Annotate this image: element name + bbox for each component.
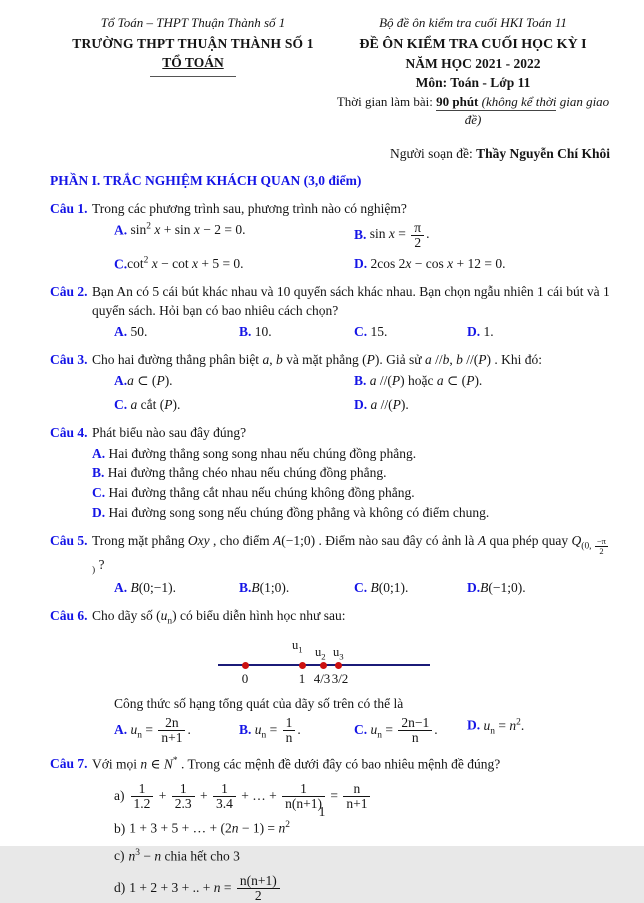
statement-math: 1 + 3 + 5 + … + $(2n - 1) = n^2$	[129, 820, 290, 836]
option-letter: B.	[239, 721, 252, 737]
option-d	[92, 504, 610, 523]
statement-b	[92, 819, 610, 838]
time-label: Thời gian làm bài:	[336, 93, 437, 109]
time-underlined	[436, 94, 556, 111]
option-b	[239, 716, 354, 745]
statement-label: d)	[114, 880, 126, 896]
question-3	[50, 351, 610, 415]
question-1-text: Trong các phương trình sau, phương trình nào có nghiệm?	[92, 200, 407, 216]
option-letter: B.	[92, 465, 105, 481]
data-point-dot	[242, 662, 249, 669]
option-b	[354, 221, 610, 250]
option-a	[114, 372, 354, 391]
time-note-part1: (không kể thời	[481, 93, 557, 109]
page-number: 1	[318, 804, 326, 820]
number-line-figure	[218, 637, 478, 693]
data-point-dot	[335, 662, 342, 669]
department-rule	[150, 76, 236, 77]
option-b	[239, 579, 354, 598]
question-7-text: Với mọi n ∈ N* . Trong các mệnh đề dưới đây có bao nhiêu mệnh đề đúng?	[92, 755, 501, 772]
option-math: $u_n$ = $\frac{1}{n}$ .	[254, 715, 301, 746]
option-letter: D.	[92, 505, 106, 521]
question-6	[50, 607, 610, 745]
question-3-options	[92, 372, 610, 415]
option-b	[92, 464, 610, 483]
option-letter: C.	[354, 721, 368, 737]
question-2	[50, 283, 610, 342]
tick-label: 4/3	[313, 671, 331, 687]
option-c	[114, 255, 354, 274]
option-letter: D.	[467, 717, 481, 733]
option-math: a //(P).	[370, 396, 409, 412]
option-d	[354, 255, 610, 274]
option-math: B(0;−1).	[130, 580, 176, 596]
question-2-text: Bạn An có 5 cái bút khác nhau và 10 quyển sách khác nhau. Bạn chọn ngẫu nhiên 1 cái bút và 1 quyển sách. Hỏi bạn có bao nhiêu cách chọn?	[92, 284, 610, 319]
point-label-u3: $u_3$	[333, 645, 344, 662]
option-letter: A.	[114, 222, 128, 238]
question-4	[50, 424, 610, 523]
option-d	[467, 323, 610, 342]
tick-label: 1	[298, 671, 306, 687]
option-a	[114, 716, 239, 745]
option-letter: D.	[467, 324, 481, 340]
time-value: 90 phút	[436, 93, 482, 109]
exam-title: ĐỀ ÔN KIỂM TRA CUỐI HỌC KỲ I	[359, 37, 587, 53]
question-7-number: Câu 7.	[50, 755, 88, 771]
option-math: 10.	[254, 324, 272, 340]
option-math: $\cot^2 x - \cot x + 5 = 0$.	[127, 255, 244, 272]
department-name: TỔ TOÁN	[162, 55, 224, 71]
question-6-text: Cho dãy số $(u_n)$ có biểu diễn hình học như sau:	[92, 608, 346, 628]
option-letter: D.	[354, 396, 368, 412]
option-letter: C.	[354, 324, 368, 340]
option-b	[354, 372, 610, 391]
option-math: $\sin^2 x + \sin x - 2 = 0$.	[130, 221, 246, 238]
option-c	[354, 716, 467, 745]
header-right-column	[336, 14, 610, 129]
option-letter: D.	[467, 580, 481, 596]
option-c	[354, 323, 467, 342]
exam-time-line	[336, 93, 610, 129]
statement-c	[92, 847, 610, 866]
option-letter: C.	[114, 396, 128, 412]
author-line	[50, 145, 610, 164]
question-2-options	[92, 323, 610, 342]
time-note-part2: gian giao đề)	[464, 93, 610, 127]
question-3-text: Cho hai đường thẳng phân biệt a, b và mặt phẳng (P). Giả sử a //b, b //(P) . Khi đó:	[92, 352, 542, 368]
option-text: Hai đường song song nếu chúng đồng phẳng và không có điểm chung.	[108, 505, 490, 521]
option-math: $u_n$ = $\frac{2n}{n+1}$ .	[130, 715, 191, 746]
option-b	[239, 323, 354, 342]
tick-label: 0	[241, 671, 249, 687]
point-label-u1: $u_1$	[292, 638, 303, 655]
option-letter: B.	[354, 226, 367, 242]
option-math: 2cos 2x − cos x + 12 = 0.	[370, 255, 506, 271]
question-6-number: Câu 6.	[50, 608, 88, 624]
statement-math: $\frac{1}{1.2}$ + $\frac{1}{2.3}$ + $\frac{1}{3.4}$ + … + $\frac{1}{n(n+1)}$ = $\frac{n}{n+1}$	[129, 782, 373, 811]
option-letter: D.	[354, 255, 368, 271]
option-d	[354, 396, 610, 415]
statement-d	[92, 874, 610, 903]
header-left-column	[50, 14, 336, 77]
option-math: a cắt (P).	[130, 396, 181, 412]
option-d	[467, 716, 610, 745]
part1-title: PHẦN I. TRẮC NGHIỆM KHÁCH QUAN (3,0 điểm)	[50, 172, 362, 188]
option-letter: A.	[92, 445, 106, 461]
option-letter: C.	[354, 580, 368, 596]
statement-math: $n^3 - n$ chia hết cho 3	[128, 847, 240, 864]
option-math: 1.	[483, 324, 494, 340]
question-1-number: Câu 1.	[50, 200, 88, 216]
exam-subject: Môn: Toán - Lớp 11	[415, 74, 531, 90]
question-4-text: Phát biểu nào sau đây đúng?	[92, 424, 247, 440]
option-letter: A.	[114, 324, 128, 340]
question-6-options	[92, 716, 610, 745]
question-5-number: Câu 5.	[50, 533, 88, 549]
option-letter: A.	[114, 721, 128, 737]
option-d	[467, 579, 610, 598]
option-math: 15.	[370, 324, 388, 340]
option-letter: B.	[239, 580, 252, 596]
option-letter: C.	[92, 485, 106, 501]
school-name: TRƯỜNG THPT THUẬN THÀNH SỐ 1	[72, 36, 314, 52]
exam-year: NĂM HỌC 2021 - 2022	[405, 55, 541, 71]
option-text: Hai đường thẳng chéo nhau nếu chúng đồng phẳng.	[107, 465, 387, 481]
option-math: $u_n = n^2$.	[483, 717, 525, 737]
question-1	[50, 200, 610, 275]
data-point-dot	[320, 662, 327, 669]
header-right-italic: Bộ đề ôn kiểm tra cuối HKI Toán 11	[379, 15, 567, 30]
option-a	[114, 323, 239, 342]
question-2-number: Câu 2.	[50, 284, 88, 300]
question-5-text: Trong mặt phẳng Oxy , cho điểm A(−1;0) . Điểm nào sau đây có ảnh là A qua phép quay $Q_{(0,}$ $\frac{-\pi}{2}$ $_)$ ?	[92, 533, 606, 576]
option-a	[92, 445, 610, 464]
option-a	[114, 221, 354, 250]
author-label: Người soạn đề:	[390, 145, 477, 161]
option-letter: A.	[114, 372, 128, 388]
point-label-u2: $u_2$	[315, 645, 326, 662]
option-math: B(0;1).	[370, 580, 409, 596]
statement-label: a)	[114, 788, 125, 804]
question-4-number: Câu 4.	[50, 424, 88, 440]
option-a	[114, 579, 239, 598]
question-5	[50, 532, 610, 598]
header-left-italic: Tổ Toán – THPT Thuận Thành số 1	[100, 15, 286, 30]
option-text: Hai đường thẳng cắt nhau nếu chúng không đồng phẳng.	[108, 485, 415, 501]
option-math: a //(P) hoặc a ⊂ (P).	[369, 372, 483, 388]
question-5-options	[92, 579, 610, 598]
option-math: B(−1;0).	[480, 580, 526, 596]
option-letter: A.	[114, 580, 128, 596]
option-c	[92, 484, 610, 503]
option-c	[114, 396, 354, 415]
option-text: Hai đường thẳng song song nhau nếu chúng đồng phẳng.	[108, 445, 417, 461]
question-3-number: Câu 3.	[50, 352, 88, 368]
data-point-dot	[299, 662, 306, 669]
page-header	[50, 14, 610, 129]
statement-math: 1 + 2 + 3 + .. + n = $\frac{n(n+1)}{2}$	[129, 874, 281, 903]
statement-label: b)	[114, 820, 126, 836]
option-math: sin x = $\frac{\pi}{2}$ .	[369, 219, 430, 250]
question-6-text2: Công thức số hạng tổng quát của dãy số trên có thể là	[114, 696, 404, 712]
option-letter: B.	[354, 372, 367, 388]
tick-label: 3/2	[331, 671, 349, 687]
option-letter: C.	[114, 256, 128, 272]
option-math: B(1;0).	[251, 580, 290, 596]
option-math: a ⊂ (P).	[127, 372, 173, 388]
option-math: $u_n$ = $\frac{2n-1}{n}$ .	[370, 715, 438, 746]
option-math: 50.	[130, 324, 148, 340]
author-name: Thầy Nguyễn Chí Khôi	[476, 145, 610, 161]
statement-label: c)	[114, 847, 125, 863]
option-letter: B.	[239, 324, 252, 340]
question-7	[50, 755, 610, 903]
question-1-options	[92, 221, 610, 275]
option-c	[354, 579, 467, 598]
